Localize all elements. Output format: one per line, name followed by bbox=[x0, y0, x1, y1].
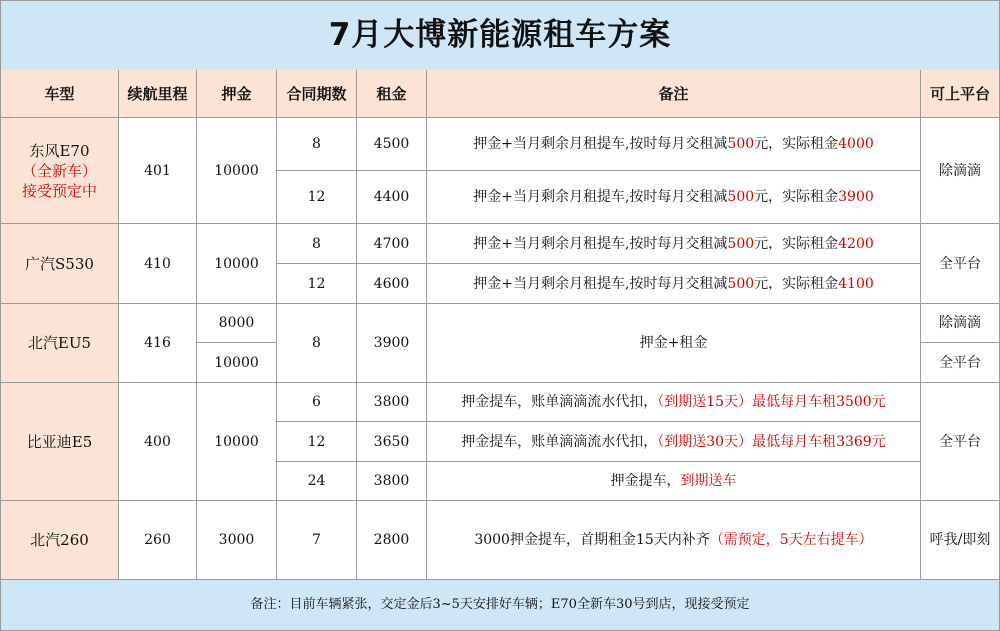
rent-cell: 3800 bbox=[357, 462, 427, 501]
period-cell: 8 bbox=[277, 118, 357, 171]
range-cell: 416 bbox=[119, 304, 197, 383]
new-car-tag: （全新车） bbox=[21, 161, 97, 180]
platform-cell: 除滴滴 bbox=[921, 118, 999, 224]
remark-cell: 押金提车，账单滴滴流水代扣，（到期送15天）最低每月车租3500元 bbox=[427, 383, 921, 422]
remark-cell: 押金+当月剩余月租提车,按时每月交租减500元，实际租金3900 bbox=[427, 171, 921, 224]
model-baic-eu5: 北汽EU5 bbox=[1, 304, 119, 383]
footer-note: 备注：目前车辆紧张，交定金后3~5天安排好车辆；E70全新车30号到店，现接受预定 bbox=[250, 597, 750, 612]
period-cell: 8 bbox=[277, 304, 357, 383]
rent-cell: 4400 bbox=[357, 171, 427, 224]
deposit-cell: 10000 bbox=[197, 383, 277, 501]
platform-cell: 全平台 bbox=[921, 224, 999, 304]
header-periods: 合同期数 bbox=[277, 70, 357, 118]
rent-cell: 4700 bbox=[357, 224, 427, 264]
rent-cell: 4600 bbox=[357, 264, 427, 304]
remark-cell: 押金提车，账单滴滴流水代扣，（到期送30天）最低每月车租3369元 bbox=[427, 422, 921, 462]
range-cell: 260 bbox=[119, 501, 197, 579]
remark-cell: 3000押金提车，首期租金15天内补齐（需预定，5天左右提车） bbox=[427, 501, 921, 579]
platform-cell: 全平台 bbox=[921, 343, 999, 383]
rent-cell: 3650 bbox=[357, 422, 427, 462]
period-cell: 6 bbox=[277, 383, 357, 422]
period-cell: 7 bbox=[277, 501, 357, 579]
remark-cell: 押金+当月剩余月租提车,按时每月交租减500元，实际租金4200 bbox=[427, 224, 921, 264]
period-cell: 12 bbox=[277, 171, 357, 224]
header-remarks: 备注 bbox=[427, 70, 921, 118]
range-cell: 401 bbox=[119, 118, 197, 224]
preorder-status: 接受预定中 bbox=[21, 181, 97, 200]
deposit-cell: 10000 bbox=[197, 224, 277, 304]
model-dongfeng-e70 bbox=[1, 118, 119, 224]
page-title: 7月大博新能源租车方案 bbox=[328, 17, 672, 53]
remark-cell: 押金提车，到期送车 bbox=[427, 462, 921, 501]
header-deposit: 押金 bbox=[197, 70, 277, 118]
header-platform: 可上平台 bbox=[921, 70, 999, 118]
period-cell: 12 bbox=[277, 264, 357, 304]
rent-cell: 3800 bbox=[357, 383, 427, 422]
platform-cell: 除滴滴 bbox=[921, 304, 999, 343]
model-byd-e5: 比亚迪E5 bbox=[1, 383, 119, 501]
remark-cell: 押金+当月剩余月租提车,按时每月交租减500元，实际租金4000 bbox=[427, 118, 921, 171]
period-cell: 12 bbox=[277, 422, 357, 462]
header-rent: 租金 bbox=[357, 70, 427, 118]
header-range: 续航里程 bbox=[119, 70, 197, 118]
rent-cell: 4500 bbox=[357, 118, 427, 171]
platform-cell: 全平台 bbox=[921, 383, 999, 501]
model-gac-s530: 广汽S530 bbox=[1, 224, 119, 304]
range-cell: 410 bbox=[119, 224, 197, 304]
remark-cell: 押金+租金 bbox=[427, 304, 921, 383]
deposit-cell: 3000 bbox=[197, 501, 277, 579]
platform-cell: 呼我/即刻 bbox=[929, 532, 991, 548]
header-model: 车型 bbox=[1, 70, 119, 118]
rent-cell: 2800 bbox=[357, 501, 427, 579]
period-cell: 24 bbox=[277, 462, 357, 501]
deposit-cell: 10000 bbox=[197, 343, 277, 383]
remark-cell: 押金+当月剩余月租提车,按时每月交租减500元，实际租金4100 bbox=[427, 264, 921, 304]
range-cell: 400 bbox=[119, 383, 197, 501]
period-cell: 8 bbox=[277, 224, 357, 264]
deposit-cell: 8000 bbox=[197, 304, 277, 343]
model-baic-260: 北汽260 bbox=[1, 501, 119, 579]
rent-cell: 3900 bbox=[357, 304, 427, 383]
deposit-cell: 10000 bbox=[197, 118, 277, 224]
model-name: 东风E70 bbox=[29, 141, 90, 160]
